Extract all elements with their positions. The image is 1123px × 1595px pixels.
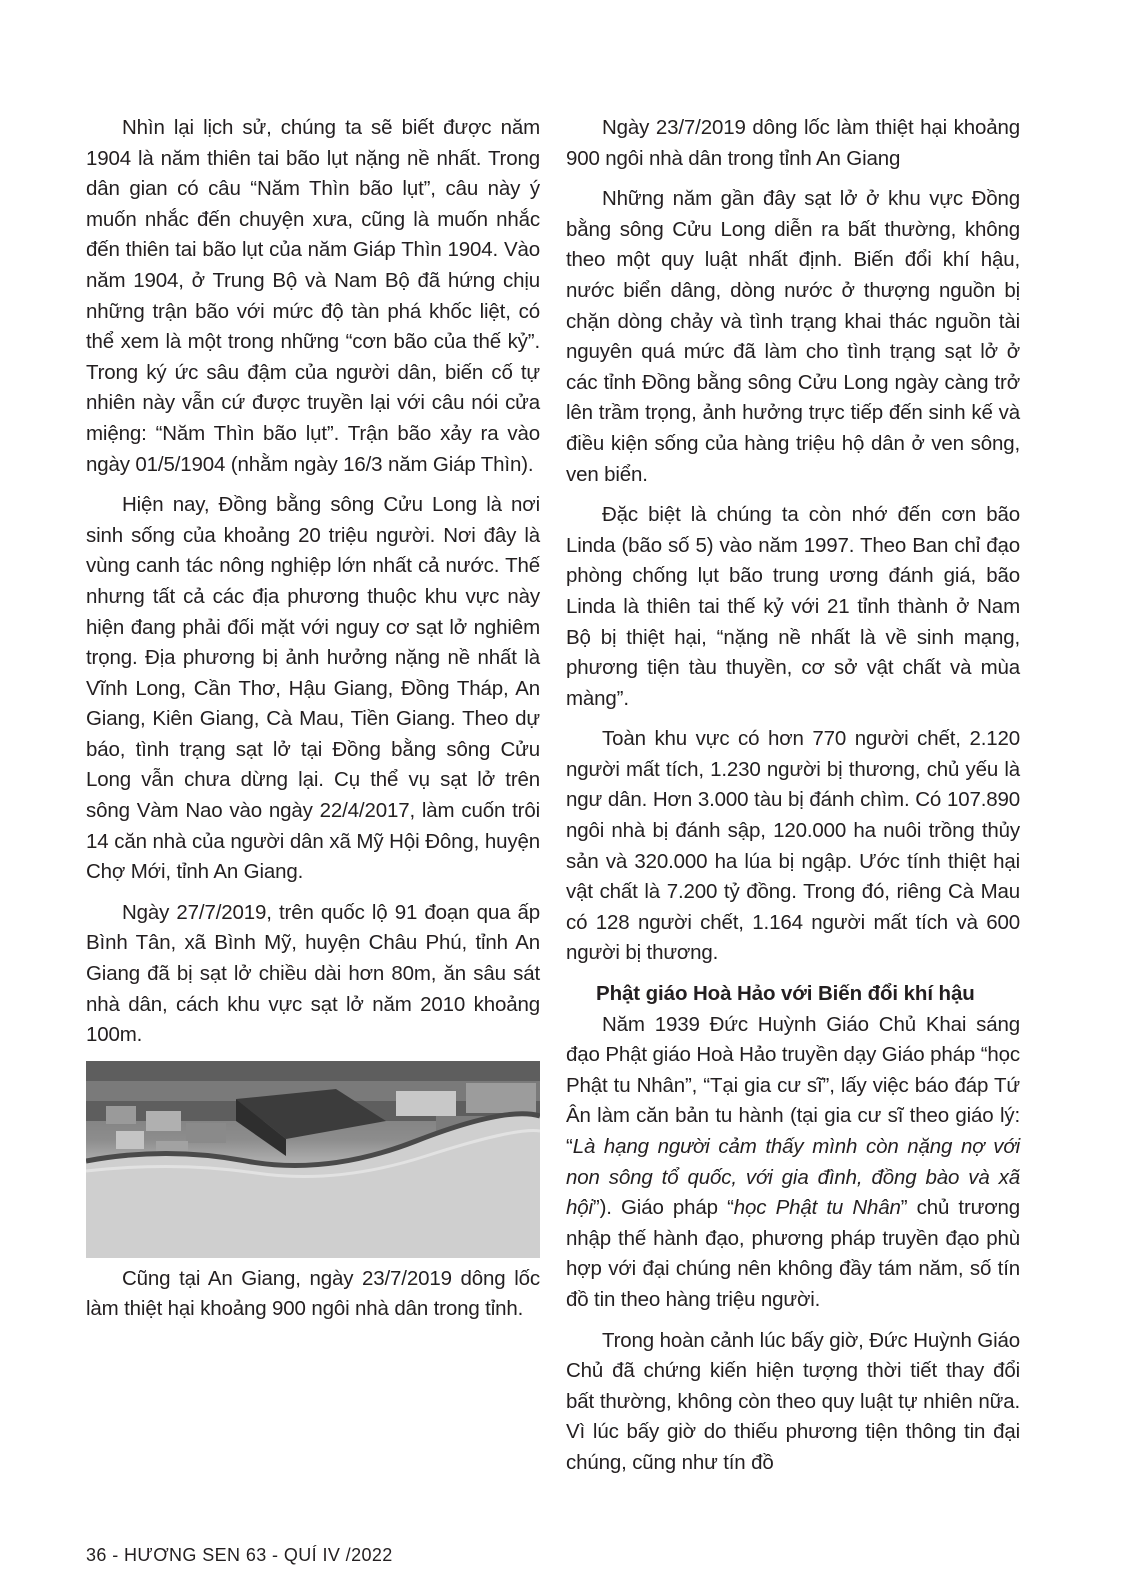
page-footer: 36 - HƯƠNG SEN 63 - QUÍ IV /2022 [86,1545,393,1565]
paragraph-casualties: Toàn khu vực có hơn 770 người chết, 2.120 người mất tích, 1.230 người bị thương, chủ yếu là ngư dân. Hơn 3.000 tàu bị đánh chìm. Có 107.890 ngôi nhà bị đánh sập, 120.000 ha nuôi trồng thủy sản và 320.000 ha lúa bị ngập. Ước tính thiệt hại vật chất là 7.200 tỷ đồng. Trong đó, riêng Cà Mau có 128 người chết, 1.164 người mất tích và 600 người bị thương. [566,727,1020,965]
paragraph-photo-caption: Ngày 23/7/2019 dông lốc làm thiệt hại khoảng 900 ngôi nhà dân trong tỉnh An Giang [566,116,1020,170]
section-heading: Phật giáo Hoà Hảo với Biến đổi khí hậu [596,982,975,1006]
paragraph-hoa-hao-founding [566,1010,1020,1316]
paragraph-weather-changes: Trong hoàn cảnh lúc bấy giờ, Đức Huỳnh Giáo Chủ đã chứng kiến hiện tượng thời tiết thay đổi bất thường, không còn theo quy luật tự nhiên nữa. Vì lúc bấy giờ do thiếu phương tiện thông tin đại chúng, cũng như tín đồ [566,1328,1020,1474]
right-column [566,113,1020,1489]
paragraph-storm-linda: Đặc biệt là chúng ta còn nhớ đến cơn bão Linda (bão số 5) vào năm 1997. Theo Ban chỉ đạo phòng chống lụt bão trung ương đánh giá, bão Linda là thiên tai thế kỷ với 21 tỉnh thành ở Nam Bộ bị thiệt hại, “nặng nề nhất là về sinh mạng, phương tiện tàu thuyền, cơ sở vật chất và mùa màng”. [566,503,1020,710]
paragraph-whirlwind-an-giang: Cũng tại An Giang, ngày 23/7/2019 dông lốc làm thiệt hại khoảng 900 ngôi nhà dân trong tỉnh. [86,1266,540,1321]
paragraph-highway-91: Ngày 27/7/2019, trên quốc lộ 91 đoạn qua ấp Bình Tân, xã Bình Mỹ, huyện Châu Phú, tỉnh An Giang đã bị sạt lở chiều dài hơn 80m, ăn sâu sát nhà dân, cách khu vực sạt lở năm 2010 khoảng 100m. [86,900,540,1047]
left-column [86,113,540,1335]
italic-quote-1: Là hạng người cảm thấy mình còn nặng nợ với non sông tổ quốc, với gia đình, đồng bào và xã hội [566,1135,1020,1220]
text-span: Năm 1939 Đức Huỳnh Giáo Chủ Khai sáng đạo Phật giáo Hoà Hảo truyền dạy Giáo pháp “học Phật tu Nhân”, “Tại gia cư sĩ”, lấy việc báo đáp Tứ Ân làm căn bản tu hành (tại gia cư sĩ theo giáo lý: “ [566,1012,1020,1158]
paragraph-erosion-causes: Những năm gần đây sạt lở ở khu vực Đồng bằng sông Cửu Long diễn ra bất thường, không theo một quy luật nhất định. Biến đổi khí hậu, nước biển dâng, dòng nước ở thượng nguồn bị chặn dòng chảy và tình trạng khai thác nguồn tài nguyên quá mức đã làm cho tình trạng sạt lở ở các tỉnh Đồng bằng sông Cửu Long ngày càng trở lên trầm trọng, ảnh hưởng trực tiếp đến sinh kế và điều kiện sống của hàng triệu hộ dân ở ven sông, ven biển. [566,187,1020,486]
text-span: ”). Giáo pháp “ [592,1196,734,1220]
italic-quote-2: học Phật tu Nhân [733,1196,901,1220]
paragraph-mekong-delta: Hiện nay, Đồng bằng sông Cửu Long là nơi sinh sống của khoảng 20 triệu người. Nơi đây là vùng canh tác nông nghiệp lớn nhất cả nước. Thế nhưng tất cả các địa phương thuộc khu vực này hiện đang phải đối mặt với nguy cơ sạt lở nghiêm trọng. Địa phương bị ảnh hưởng nặng nề nhất là Vĩnh Long, Cần Thơ, Hậu Giang, Đồng Tháp, An Giang, Kiên Giang, Cà Mau, Tiền Giang. Theo dự báo, tình trạng sạt lở tại Đồng bằng sông Cửu Long vẫn chưa dừng lại. Cụ thể vụ sạt lở trên sông Vàm Nao vào ngày 22/4/2017, làm cuốn trôi 14 căn nhà của người dân xã Mỹ Hội Đông, huyện Chợ Mới, tỉnh An Giang. [86,493,540,884]
text-span: ” chủ trương nhập thế hành đạo, phương pháp truyền đạo phù hợp với đại chúng nên không đầy tám năm, số tín đồ tin theo hàng triệu người. [566,1196,1021,1311]
paragraph-1904-flood: Nhìn lại lịch sử, chúng ta sẽ biết được năm 1904 là năm thiên tai bão lụt nặng nề nhất. Trong dân gian có câu “Năm Thìn bão lụt”, câu này ý muốn nhắc đến chuyện xưa, cũng là muốn nhắc đến thiên tai bão lụt của năm Giáp Thìn 1904. Vào năm 1904, ở Trung Bộ và Nam Bộ đã hứng chịu những trận bão với mức độ tàn phá khốc liệt, có thể xem là một trong những “cơn bão của thế kỷ”. Trong ký ức sâu đậm của người dân, biến cố tự nhiên này vẫn cứ được truyền lại với câu nói cửa miệng: “Năm Thìn bão lụt”. Trận bão xảy ra vào ngày 01/5/1904 (nhằm ngày 16/3 năm Giáp Thìn). [86,116,540,476]
riverbank-landslide-photo [86,1061,540,1258]
